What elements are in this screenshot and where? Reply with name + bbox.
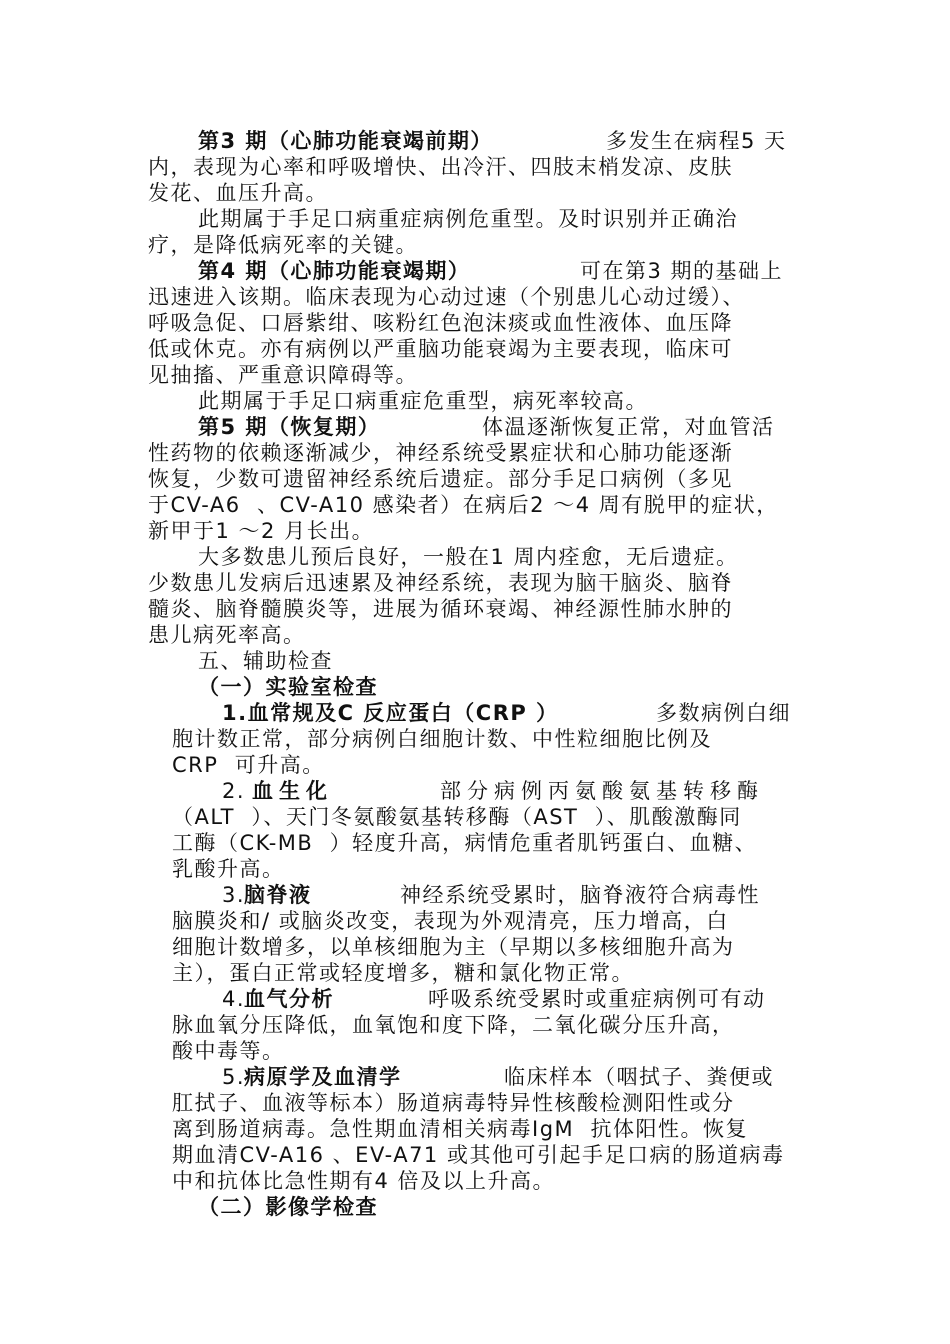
prognosis-line1: 大多数患儿预后良好，一般在1 周内痊愈，无后遗症。 (198, 545, 739, 569)
lab3-line3: 细胞计数增多，以单核细胞为主（早期以多核细胞升高为 (172, 935, 735, 959)
lab4-line2: 脉血氧分压降低，血氧饱和度下降，二氧化碳分压升高， (172, 1013, 735, 1037)
stage4-heading: 第4 期（心肺功能衰竭期） (198, 259, 471, 283)
lab3-number: 3. (222, 883, 246, 907)
lab5-line3: 离到肠道病毒。急性期血清相关病毒IgM 抗体阳性。恢复 (172, 1117, 748, 1141)
prognosis-line4: 患儿病死率高。 (148, 623, 306, 647)
lab4-line3: 酸中毒等。 (172, 1039, 285, 1063)
stage3-line1: 多发生在病程5 天 (606, 129, 787, 153)
lab2-line4: 乳酸升高。 (172, 857, 285, 881)
stage4-line5: 见抽搐、严重意识障碍等。 (148, 363, 418, 387)
stage3-heading: 第3 期（心肺功能衰竭前期） (198, 129, 493, 153)
stage3-note2: 疗，是降低病死率的关键。 (148, 233, 418, 257)
stage5-line2: 性药物的依赖逐渐减少，神经系统受累症状和心肺功能逐渐 (148, 441, 733, 465)
stage3-line3: 发花、血压升高。 (148, 181, 328, 205)
lab4-line1: 呼吸系统受累时或重症病例可有动 (428, 987, 766, 1011)
lab2-line2: （ALT ）、天门冬氨酸氨基转移酶（AST ）、肌酸激酶同 (172, 805, 742, 829)
lab1-line3: CRP 可升高。 (172, 753, 325, 777)
lab1-line1: 多数病例白细 (656, 701, 791, 725)
stage3-note1: 此期属于手足口病重症病例危重型。及时识别并正确治 (198, 207, 738, 231)
section5-title: 五、辅助检查 (198, 649, 333, 673)
stage4-line3: 呼吸急促、口唇紫绀、咳粉红色泡沫痰或血性液体、血压降 (148, 311, 733, 335)
lab3-line4: 主），蛋白正常或轻度增多，糖和氯化物正常。 (172, 961, 634, 985)
prognosis-line2: 少数患儿发病后迅速累及神经系统，表现为脑干脑炎、脑脊 (148, 571, 733, 595)
lab5-line2: 肛拭子、血液等标本）肠道病毒特异性核酸检测阳性或分 (172, 1091, 735, 1115)
lab1-line2: 胞计数正常，部分病例白细胞计数、中性粒细胞比例及 (172, 727, 712, 751)
stage5-heading: 第5 期（恢复期） (198, 415, 381, 439)
lab3-line1: 神经系统受累时，脑脊液符合病毒性 (400, 883, 760, 907)
lab2-line1: 部分病例丙氨酸氨基转移酶 (440, 779, 764, 803)
stage4-line4: 低或休克。亦有病例以严重脑功能衰竭为主要表现，临床可 (148, 337, 733, 361)
stage5-line3: 恢复，少数可遗留神经系统后遗症。部分手足口病例（多见 (148, 467, 733, 491)
lab1-heading: 1.血常规及C 反应蛋白（CRP ） (222, 701, 559, 725)
imaging-section-title: （二）影像学检查 (198, 1195, 378, 1219)
lab5-number: 5. (222, 1065, 246, 1089)
lab5-heading: 病原学及血清学 (244, 1065, 402, 1089)
lab5-line1: 临床样本（咽拭子、粪便或 (504, 1065, 774, 1089)
prognosis-line3: 髓炎、脑脊髓膜炎等，进展为循环衰竭、神经源性肺水肿的 (148, 597, 733, 621)
lab5-line5: 中和抗体比急性期有4 倍及以上升高。 (172, 1169, 556, 1193)
lab2-line3: 工酶（CK-MB ）轻度升高，病情危重者肌钙蛋白、血糖、 (172, 831, 758, 855)
lab4-number: 4. (222, 987, 246, 1011)
lab2-heading: 血生化 (252, 779, 333, 803)
stage3-line2: 内，表现为心率和呼吸增快、出冷汗、四肢末梢发凉、皮肤 (148, 155, 733, 179)
stage5-line1: 体温逐渐恢复正常，对血管活 (482, 415, 775, 439)
lab3-heading: 脑脊液 (244, 883, 312, 907)
stage4-line1: 可在第3 期的基础上 (580, 259, 784, 283)
lab-section-title: （一）实验室检查 (198, 675, 378, 699)
stage5-line5: 新甲于1 ～2 月长出。 (148, 519, 375, 543)
stage5-line4: 于CV-A6 、CV-A10 感染者）在病后2 ～4 周有脱甲的症状， (148, 493, 779, 517)
lab5-line4: 期血清CV-A16 、EV-A71 或其他可引起手足口病的肠道病毒 (172, 1143, 785, 1167)
lab2-number: 2. (222, 779, 246, 803)
lab3-line2: 脑膜炎和/ 或脑炎改变，表现为外观清亮，压力增高，白 (172, 909, 729, 933)
stage4-note: 此期属于手足口病重症危重型，病死率较高。 (198, 389, 648, 413)
stage4-line2: 迅速进入该期。临床表现为心动过速（个别患儿心动过缓）、 (148, 285, 745, 309)
lab4-heading: 血气分析 (244, 987, 334, 1011)
